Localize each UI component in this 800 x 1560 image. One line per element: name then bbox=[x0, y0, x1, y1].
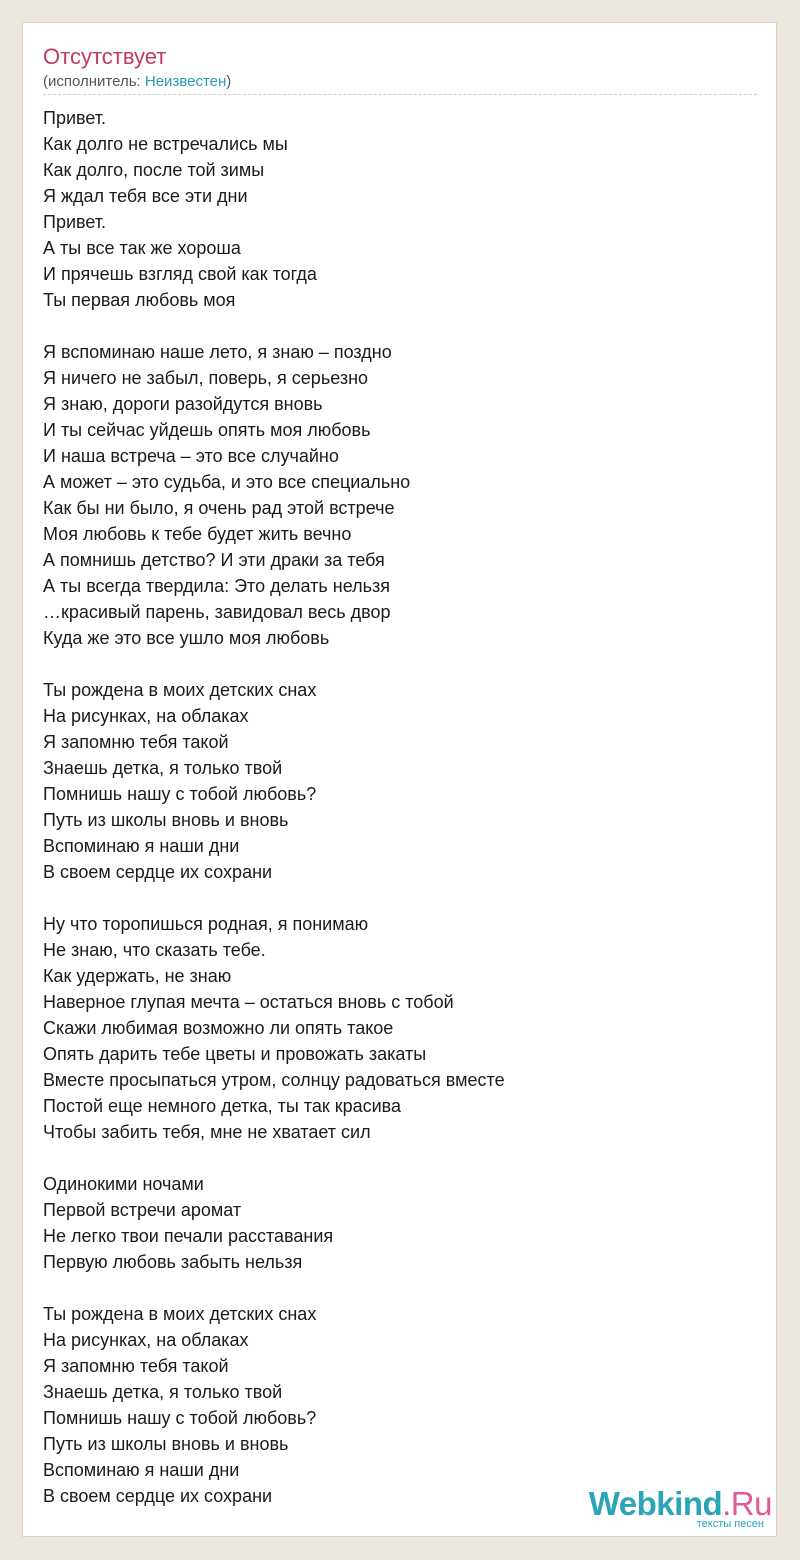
lyric-line: Привет. bbox=[43, 212, 107, 232]
artist-suffix: ) bbox=[226, 73, 232, 90]
logo-part2: .Ru bbox=[722, 1485, 772, 1522]
lyric-line: Ты первая любовь моя bbox=[43, 290, 236, 310]
stanza-break bbox=[43, 885, 757, 911]
lyrics-body bbox=[43, 105, 757, 1509]
lyric-line: Помнишь нашу с тобой любовь? bbox=[43, 1408, 317, 1428]
lyric-line: Привет. bbox=[43, 108, 107, 128]
lyric-line: Первую любовь забыть нельзя bbox=[43, 1252, 303, 1272]
lyrics-card bbox=[22, 22, 777, 1537]
lyric-line: Путь из школы вновь и вновь bbox=[43, 810, 289, 830]
lyric-line: Ну что торопишься родная, я понимаю bbox=[43, 914, 369, 934]
lyric-line: Я знаю, дороги разойдутся вновь bbox=[43, 394, 323, 414]
lyric-line: На рисунках, на облаках bbox=[43, 1330, 249, 1350]
lyric-line: В своем сердце их сохрани bbox=[43, 1486, 273, 1506]
stanza-break bbox=[43, 313, 757, 339]
logo-part1: Webkind bbox=[588, 1485, 723, 1522]
lyric-line: Знаешь детка, я только твой bbox=[43, 758, 283, 778]
lyric-line: Моя любовь к тебе будет жить вечно bbox=[43, 524, 352, 544]
lyric-line: Одинокими ночами bbox=[43, 1174, 204, 1194]
lyric-line: …красивый парень, завидовал весь двор bbox=[43, 602, 391, 622]
lyric-line: Ты рождена в моих детских снах bbox=[43, 680, 317, 700]
lyric-line: Опять дарить тебе цветы и провожать закаты bbox=[43, 1044, 427, 1064]
lyric-line: Вместе просыпаться утром, солнцу радоваться вместе bbox=[43, 1070, 505, 1090]
stanza-break bbox=[43, 1145, 757, 1171]
lyric-line: А помнишь детство? И эти драки за тебя bbox=[43, 550, 385, 570]
lyric-line: Я ничего не забыл, поверь, я серьезно bbox=[43, 368, 369, 388]
lyric-line: Не знаю, что сказать тебе. bbox=[43, 940, 266, 960]
lyric-line: Я вспоминаю наше лето, я знаю – поздно bbox=[43, 342, 392, 362]
lyric-line: В своем сердце их сохрани bbox=[43, 862, 273, 882]
lyric-line: Как долго не встречались мы bbox=[43, 134, 288, 154]
lyric-line: На рисунках, на облаках bbox=[43, 706, 249, 726]
stanza-break bbox=[43, 1275, 757, 1301]
lyric-line: И прячешь взгляд свой как тогда bbox=[43, 264, 317, 284]
webkind-logo[interactable] bbox=[589, 1487, 772, 1530]
lyric-line: Куда же это все ушло моя любовь bbox=[43, 628, 330, 648]
lyric-line: Первой встречи аромат bbox=[43, 1200, 242, 1220]
lyric-line: Наверное глупая мечта – остаться вновь с тобой bbox=[43, 992, 454, 1012]
lyric-line: Вспоминаю я наши дни bbox=[43, 836, 240, 856]
artist-prefix: (исполнитель: bbox=[43, 73, 145, 90]
lyric-line: Чтобы забить тебя, мне не хватает сил bbox=[43, 1122, 371, 1142]
logo-tagline: тексты песен bbox=[696, 1518, 764, 1530]
lyric-line: Как долго, после той зимы bbox=[43, 160, 265, 180]
lyric-line: И ты сейчас уйдешь опять моя любовь bbox=[43, 420, 371, 440]
lyric-line: Я запомню тебя такой bbox=[43, 1356, 229, 1376]
lyric-line: Ты рождена в моих детских снах bbox=[43, 1304, 317, 1324]
lyric-line: А может – это судьба, и это все специально bbox=[43, 472, 411, 492]
logo-wordmark bbox=[589, 1487, 772, 1521]
lyric-line: Постой еще немного детка, ты так красива bbox=[43, 1096, 402, 1116]
artist-link[interactable]: Неизвестен bbox=[144, 73, 227, 90]
lyric-line: Скажи любимая возможно ли опять такое bbox=[43, 1018, 394, 1038]
lyric-line: А ты всегда твердила: Это делать нельзя bbox=[43, 576, 391, 596]
lyric-line: Я запомню тебя такой bbox=[43, 732, 229, 752]
lyric-line: Не легко твои печали расставания bbox=[43, 1226, 334, 1246]
lyric-line: Помнишь нашу с тобой любовь? bbox=[43, 784, 317, 804]
lyric-line: Путь из школы вновь и вновь bbox=[43, 1434, 289, 1454]
lyric-line: Вспоминаю я наши дни bbox=[43, 1460, 240, 1480]
lyric-line: Как бы ни было, я очень рад этой встрече bbox=[43, 498, 395, 518]
header-divider bbox=[43, 94, 757, 95]
stanza-break bbox=[43, 651, 757, 677]
lyric-line: Я ждал тебя все эти дни bbox=[43, 186, 248, 206]
song-title: Отсутствует bbox=[43, 44, 167, 69]
lyric-line: И наша встреча – это все случайно bbox=[43, 446, 339, 466]
lyric-line: Как удержать, не знаю bbox=[43, 966, 232, 986]
lyric-line: А ты все так же хороша bbox=[43, 238, 241, 258]
lyric-line: Знаешь детка, я только твой bbox=[43, 1382, 283, 1402]
artist-line bbox=[43, 73, 231, 91]
